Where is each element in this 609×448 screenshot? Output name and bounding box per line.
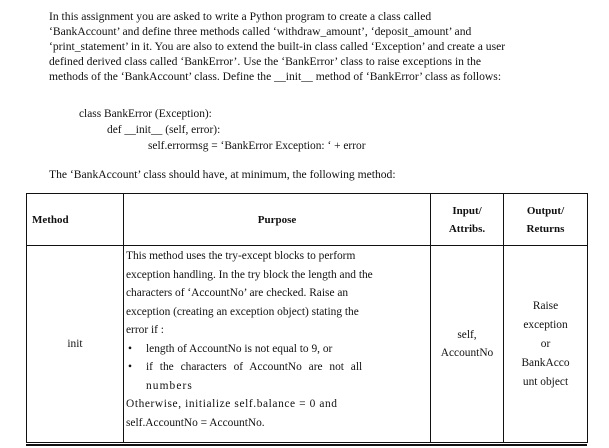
purpose-line: characters of ‘AccountNo’ are checked. Raise an [126, 287, 349, 299]
intro-line: methods of the ‘BankAccount’ class. Define the __init__ method of ‘BankError’ class as follows: [49, 70, 502, 83]
header-output-line1: Output/ [526, 204, 565, 217]
methods-table [26, 193, 588, 443]
output-line: exception [523, 318, 568, 331]
purpose-line: exception (creating an exception object) stating the [126, 305, 359, 318]
output-cell [504, 246, 588, 443]
header-output [504, 194, 588, 246]
input-cell [431, 246, 504, 443]
header-output-line2: Returns [526, 222, 565, 235]
purpose-line: exception handling. In the try block the length and the [126, 268, 373, 281]
output-line: or [540, 337, 551, 350]
output-line: unt object [522, 375, 569, 388]
output-line: BankAcco [521, 356, 570, 369]
table-bottom-rule [26, 444, 587, 446]
bullet-continuation: numbers [146, 379, 193, 392]
header-method: Method [27, 194, 124, 246]
code-line-assign: self.errormsg = ‘BankError Exception: ‘ + error [148, 140, 366, 152]
purpose-line: error if : [126, 324, 164, 336]
otherwise-line: self.AccountNo = AccountNo. [126, 416, 265, 429]
table-header-row [27, 194, 588, 246]
methods-intro: The ‘BankAccount’ class should have, at minimum, the following method: [49, 168, 396, 181]
purpose-cell [124, 246, 431, 443]
intro-line: ‘print_statement’ in it. You are also to extend the built-in class called ‘Exception’ and create a user [49, 40, 506, 53]
input-line1: self, [457, 329, 477, 341]
code-line-class: class BankError (Exception): [79, 108, 212, 120]
method-cell: init [27, 246, 124, 443]
otherwise-line: Otherwise, initialize self.balance = 0 and [126, 398, 338, 410]
table-row [27, 246, 588, 443]
input-line2: AccountNo [440, 347, 494, 359]
header-input-line2: Attribs. [448, 222, 486, 235]
intro-line: ‘BankAccount’ and define three methods called ‘withdraw_amount’, ‘deposit_amount’ and [49, 25, 472, 38]
header-purpose: Purpose [124, 194, 431, 246]
header-input [431, 194, 504, 246]
intro-line: In this assignment you are asked to write a Python program to create a class called [49, 10, 432, 23]
output-line: Raise [532, 299, 559, 312]
bullet-item: • if the characters of AccountNo are not all [126, 358, 428, 377]
code-line-def: def __init__ (self, error): [107, 124, 221, 136]
intro-line: defined derived class called ‘BankError’. Use the ‘BankError’ class to raise exceptions in the [49, 55, 482, 68]
intro-paragraph [49, 9, 568, 84]
bullet-item: • length of AccountNo is not equal to 9, or [126, 340, 428, 359]
header-input-line1: Input/ [452, 204, 482, 217]
purpose-line: This method uses the try-except blocks to perform [126, 250, 356, 262]
